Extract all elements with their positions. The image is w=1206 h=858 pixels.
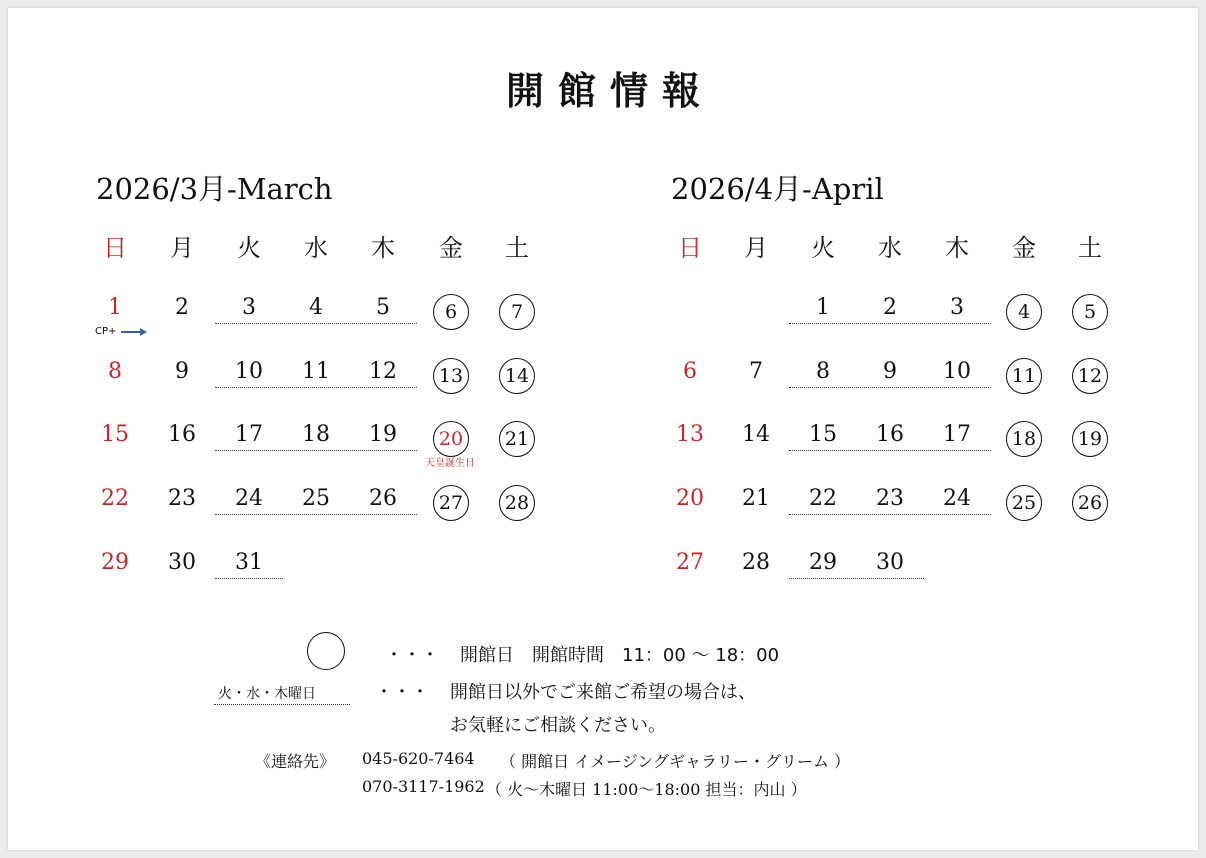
contact-phone1: 045-620-7464	[362, 749, 475, 768]
weekday-header: 火	[237, 234, 261, 262]
open-day-circle: 26	[1072, 485, 1108, 521]
weekday-consult-underline	[789, 450, 991, 451]
calendar-day: 1	[816, 295, 830, 320]
page-title: 開館情報	[505, 69, 714, 113]
open-day-circle: 5	[1072, 294, 1108, 330]
calendar-day: 24	[235, 486, 263, 511]
weekday-header: 水	[878, 234, 902, 262]
calendar-day: 9	[175, 359, 189, 384]
calendar-day: 9	[883, 359, 897, 384]
calendar-day: 15	[809, 422, 837, 447]
weekday-consult-underline	[215, 578, 283, 579]
weekday-header: 土	[1078, 234, 1102, 262]
calendar-day: 5	[376, 295, 390, 320]
calendar-day: 3	[242, 295, 256, 320]
calendar-day: 22	[809, 486, 837, 511]
open-day-circle: 25	[1006, 485, 1042, 521]
calendar-day: 15	[101, 422, 129, 447]
open-day-circle: 18	[1006, 421, 1042, 457]
calendar-day: 31	[235, 550, 263, 575]
weekday-header: 土	[505, 234, 529, 262]
calendar-day: 23	[168, 486, 196, 511]
open-day-circle: 13	[433, 358, 469, 394]
calendar-day: 25	[302, 486, 330, 511]
calendar-day: 4	[309, 295, 323, 320]
calendar-day: 17	[943, 422, 971, 447]
weekday-header: 月	[170, 234, 194, 262]
contact-phone2-note: （ 火～木曜日 11:00～18:00 担当：内山 ）	[486, 780, 807, 799]
legend-open-dots: ・・・	[385, 645, 439, 666]
calendar-day: 29	[101, 550, 129, 575]
legend-weekday-text1: 開館日以外でご来館ご希望の場合は、	[450, 682, 756, 703]
calendar-day: 7	[749, 359, 763, 384]
open-day-circle: 12	[1072, 358, 1108, 394]
open-day-circle: 28	[499, 485, 535, 521]
calendar-day: 11	[302, 359, 330, 384]
april-title: 2026/4月-April	[671, 172, 884, 206]
legend-weekday-dots: ・・・	[375, 682, 429, 703]
contact-label: 《連絡先》	[255, 752, 336, 771]
calendar-day: 16	[168, 422, 196, 447]
open-day-circle: 21	[499, 421, 535, 457]
weekday-consult-underline	[215, 387, 417, 388]
legend-weekday-underline	[214, 704, 350, 705]
open-day-circle-icon	[307, 632, 345, 670]
open-day-circle: 19	[1072, 421, 1108, 457]
weekday-header: 木	[371, 234, 395, 262]
calendar-day: 30	[876, 550, 904, 575]
calendar-day: 27	[676, 550, 704, 575]
legend-open-text: 開館日 開館時間 11：00 ～ 18：00	[460, 645, 780, 666]
contact-phone1-note: （ 開館日 イメージングギャラリー・グリーム ）	[500, 752, 851, 771]
march-title: 2026/3月-March	[96, 172, 333, 206]
legend-weekday-text2: お気軽にご相談ください。	[450, 715, 666, 736]
calendar-day: 16	[876, 422, 904, 447]
calendar-day: 2	[175, 295, 189, 320]
calendar-day: 10	[235, 359, 263, 384]
arrow-right-icon	[121, 327, 147, 337]
calendar-day: 30	[168, 550, 196, 575]
cp-plus-label: CP+	[95, 326, 117, 337]
calendar-day: 13	[676, 422, 704, 447]
contact-phone2: 070-3117-1962	[362, 777, 485, 796]
weekday-header: 日	[678, 234, 702, 262]
weekday-consult-underline	[789, 387, 991, 388]
weekday-consult-underline	[789, 323, 991, 324]
open-day-circle: 27	[433, 485, 469, 521]
calendar-day: 2	[883, 295, 897, 320]
calendar-day: 18	[302, 422, 330, 447]
calendar-day: 19	[369, 422, 397, 447]
calendar-day: 8	[108, 359, 122, 384]
open-day-circle: 14	[499, 358, 535, 394]
calendar-day: 23	[876, 486, 904, 511]
weekday-consult-underline	[789, 578, 924, 579]
calendar-day: 28	[742, 550, 770, 575]
calendar-day: 12	[369, 359, 397, 384]
weekday-header: 水	[304, 234, 328, 262]
open-day-circle: 11	[1006, 358, 1042, 394]
calendar-day: 24	[943, 486, 971, 511]
holiday-note: 天皇誕生日	[425, 458, 475, 469]
calendar-day: 8	[816, 359, 830, 384]
calendar-day: 10	[943, 359, 971, 384]
calendar-day: 21	[742, 486, 770, 511]
calendar-day: 6	[683, 359, 697, 384]
weekday-consult-underline	[789, 514, 991, 515]
open-day-circle: 4	[1006, 294, 1042, 330]
weekday-header: 火	[811, 234, 835, 262]
calendar-day: 17	[235, 422, 263, 447]
weekday-header: 金	[1012, 234, 1036, 262]
calendar-day: 20	[676, 486, 704, 511]
open-day-circle: 6	[433, 294, 469, 330]
weekday-header: 金	[439, 234, 463, 262]
weekday-header: 月	[744, 234, 768, 262]
weekday-header: 木	[945, 234, 969, 262]
weekday-consult-underline	[215, 514, 417, 515]
weekday-consult-underline	[215, 450, 417, 451]
weekday-consult-underline	[215, 323, 417, 324]
open-day-circle: 7	[499, 294, 535, 330]
calendar-day: 22	[101, 486, 129, 511]
calendar-day: 1	[108, 295, 122, 320]
calendar-day: 26	[369, 486, 397, 511]
open-day-circle: 20	[433, 421, 469, 457]
calendar-day: 3	[950, 295, 964, 320]
calendar-day: 29	[809, 550, 837, 575]
calendar-day: 14	[742, 422, 770, 447]
legend-weekday-label: 火・水・木曜日	[218, 686, 316, 702]
weekday-header: 日	[103, 234, 127, 262]
